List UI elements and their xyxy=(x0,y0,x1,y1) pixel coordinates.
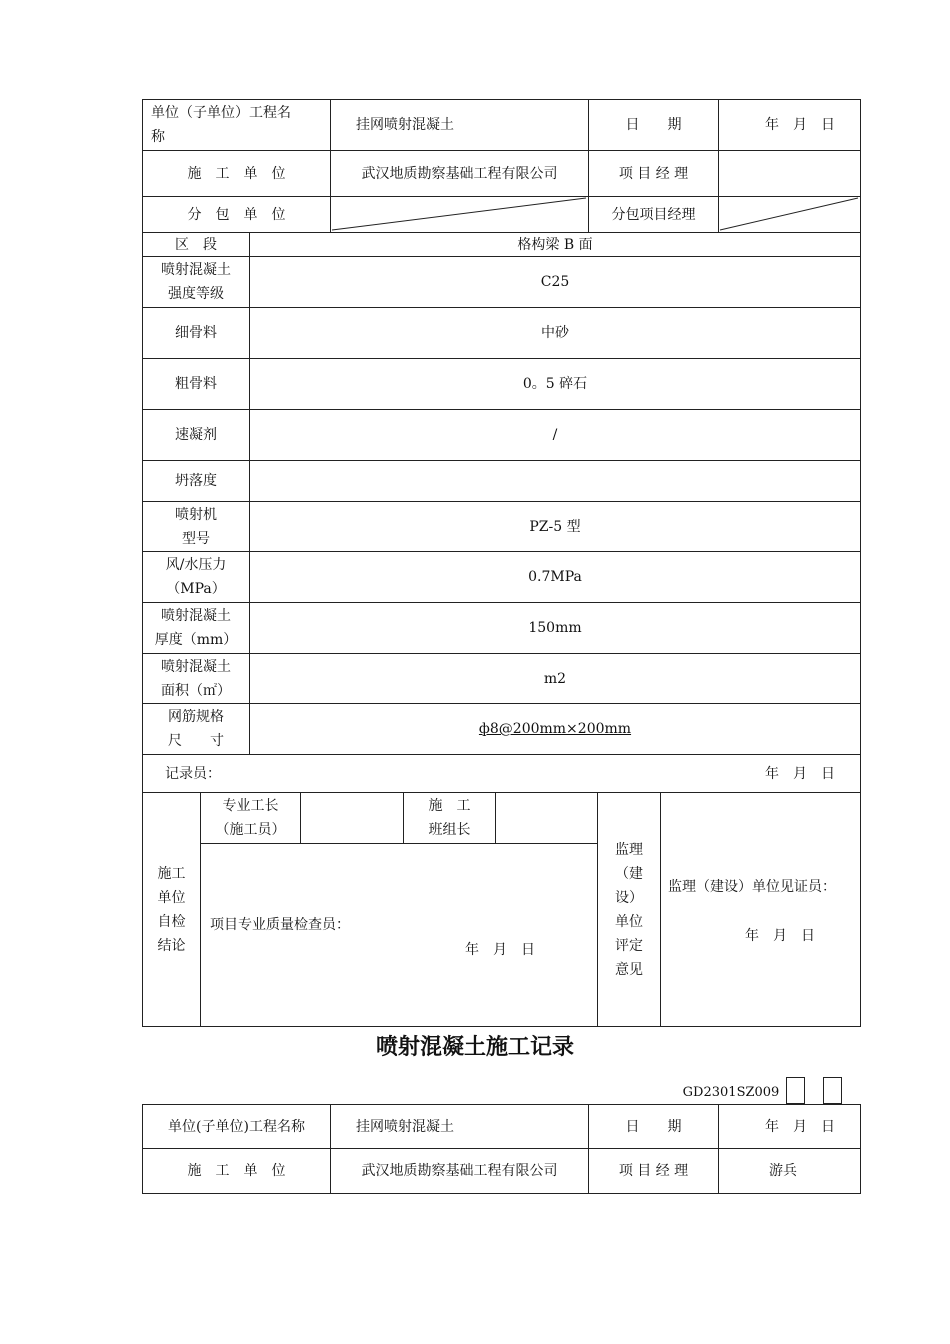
project-manager-value: 游兵 xyxy=(769,1163,797,1179)
row-value: PZ-5 型 xyxy=(529,518,581,535)
date-value: 年 月 日 xyxy=(765,117,835,133)
subcontract-unit-label: 分 包 单 位 xyxy=(187,206,286,223)
row-value: ф8@200mm×200mm xyxy=(478,721,632,737)
row-label: 粗骨料 xyxy=(175,376,217,392)
form-code: GD2301SZ009 xyxy=(682,1085,780,1100)
date-label: 日 期 xyxy=(625,117,682,133)
project-manager-label: 项 目 经 理 xyxy=(618,1163,689,1179)
quality-date: 年 月 日 xyxy=(465,942,535,958)
quality-inspector-label: 项目专业质量检查员： xyxy=(210,917,350,933)
row-label: 速凝剂 xyxy=(175,427,217,443)
row-label: 喷射混凝土 面积（㎡） xyxy=(161,658,231,699)
row-value xyxy=(250,461,860,501)
unit-project-label: 单位(子单位)工程名称 xyxy=(168,1118,305,1135)
row-label: 细骨料 xyxy=(175,325,217,341)
row-label: 喷射机 型号 xyxy=(175,506,217,547)
recorder-label: 记录员： xyxy=(165,765,221,782)
date-value: 年 月 日 xyxy=(765,1118,835,1135)
row-label: 网筋规格 尺 寸 xyxy=(168,709,224,749)
row-value: 格构梁 B 面 xyxy=(517,236,593,253)
unit-project-value: 挂网喷射混凝土 xyxy=(356,1118,454,1135)
checkbox[interactable] xyxy=(823,1077,842,1104)
checkbox[interactable] xyxy=(786,1077,805,1104)
supervision-label: 监理 （建 设） 单位 评定 意见 xyxy=(615,841,643,978)
row-value: 0.7MPa xyxy=(528,569,582,585)
row-value: m2 xyxy=(543,670,567,687)
row-label: 坍落度 xyxy=(175,473,217,489)
row-value: / xyxy=(552,427,558,443)
row-label: 喷射混凝土 强度等级 xyxy=(161,262,231,302)
row-label: 喷射混凝土 厚度（mm） xyxy=(154,608,238,648)
team-leader-label: 施 工 班组长 xyxy=(428,798,471,838)
construction-unit-label: 施 工 单 位 xyxy=(187,1163,286,1179)
row-label: 风/水压力 （MPa） xyxy=(165,557,227,597)
unit-project-label: 单位（子单位）工程名 称 xyxy=(151,105,291,145)
row-value: 150mm xyxy=(528,620,582,636)
form-title: 喷射混凝土施工记录 xyxy=(375,1035,574,1060)
row-label: 区 段 xyxy=(175,236,217,253)
project-manager-value xyxy=(719,151,860,196)
construction-unit-value: 武汉地质勘察基础工程有限公司 xyxy=(361,165,558,182)
supervision-witness-label: 监理（建设）单位见证员： xyxy=(668,879,836,895)
recorder-date: 年 月 日 xyxy=(765,765,835,782)
foreman-label: 专业工长 （施工员） xyxy=(215,798,286,838)
unit-project-value: 挂网喷射混凝土 xyxy=(356,117,454,133)
row-value: 中砂 xyxy=(541,325,569,341)
self-check-label: 施工 单位 自检 结论 xyxy=(157,865,186,954)
date-label: 日 期 xyxy=(625,1118,682,1135)
supervision-date: 年 月 日 xyxy=(745,928,815,944)
project-manager-label: 项 目 经 理 xyxy=(618,165,689,182)
row-value: 0。5 碎石 xyxy=(522,376,588,392)
row-value: C25 xyxy=(540,274,570,290)
construction-unit-value: 武汉地质勘察基础工程有限公司 xyxy=(361,1163,558,1179)
construction-unit-label: 施 工 单 位 xyxy=(187,165,286,182)
subcontract-manager-label: 分包项目经理 xyxy=(611,206,696,223)
